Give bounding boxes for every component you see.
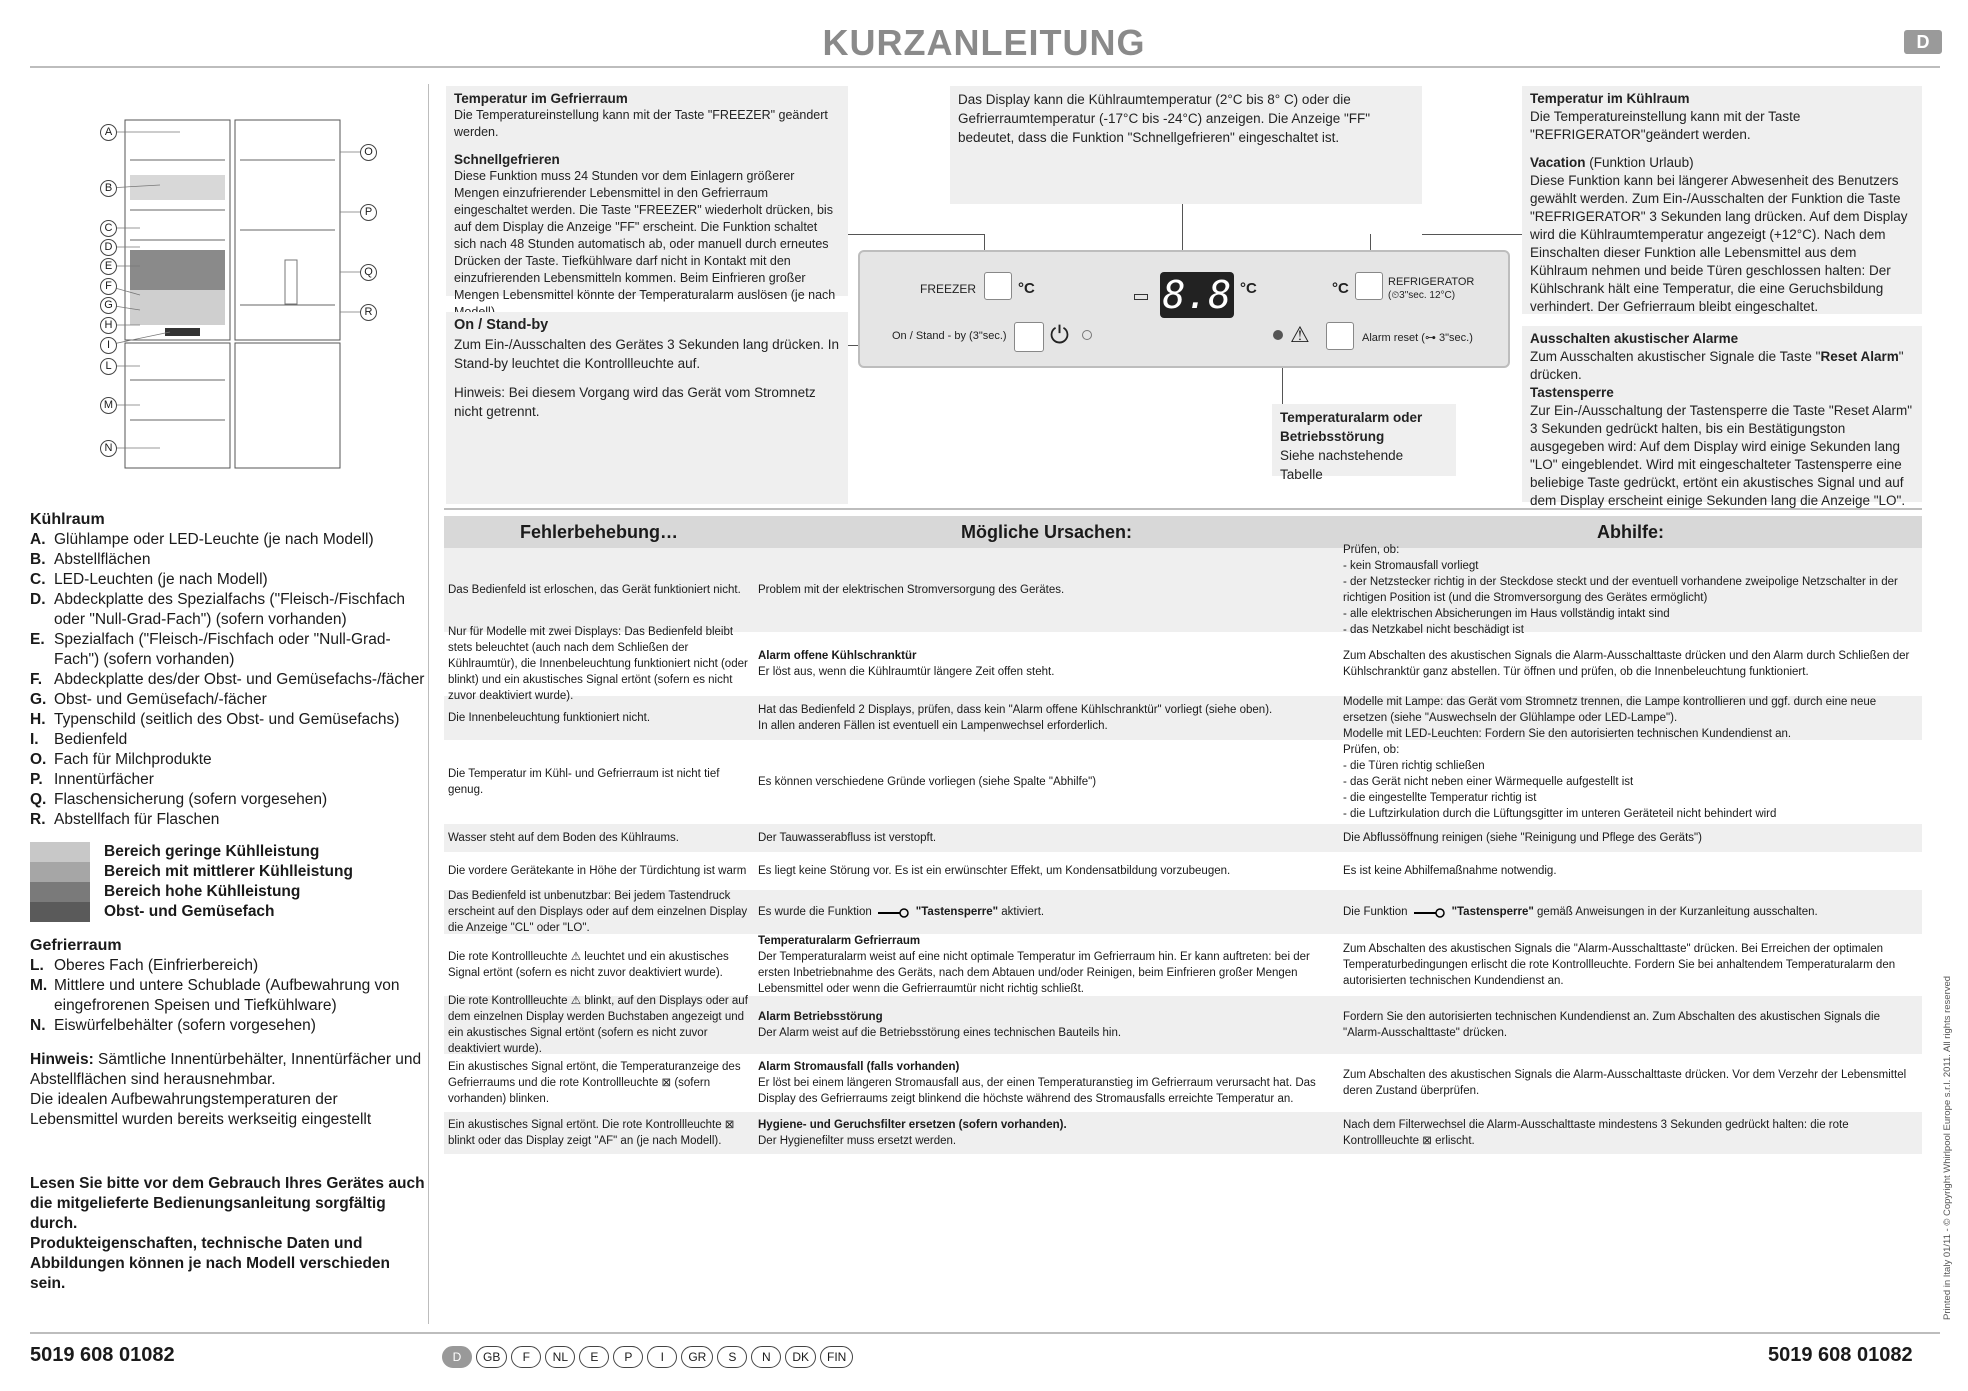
legend-key: C. — [30, 571, 46, 588]
remedy-cell — [1339, 1064, 1922, 1102]
key-icon: ⊶ — [1424, 332, 1436, 344]
table-row — [444, 742, 1922, 824]
remedy-text: Zum Abschalten des akustischen Signals die Alarm-Ausschalttaste drücken. Vor dem Verzehr der Lebensmittel deren Zustand überprüfen. — [1343, 1069, 1907, 1097]
remedy-cell — [1339, 739, 1922, 825]
zone-label: Bereich mit mittlerer Kühlleistung — [104, 863, 353, 880]
problem-cell: Die Temperatur im Kühl- und Gefrierraum ist nicht tief genug. — [448, 768, 720, 796]
cause-text: Es wurde die Funktion — [758, 906, 872, 918]
remedy-end: gemäß Anweisungen in der Kurzanleitung ausschalten. — [1533, 906, 1818, 918]
zone-row — [30, 862, 425, 882]
remedy-cell — [1339, 860, 1922, 882]
header-cause: Mögliche Ursachen: — [960, 521, 1133, 542]
legend-key: O. — [30, 751, 47, 768]
note: Hinweis: Sämtliche Innentürbehälter, Innentürfächer und Abstellflächen sind herausnehmbar. — [30, 1051, 422, 1088]
remedy-cell — [1339, 691, 1922, 745]
remedy-text: Prüfen, ob: - kein Stromausfall vorliegt - der Netzstecker richtig in der Steckdose steckt und der eventuell vorhandene zweipolige Netzschalter in der richtigen Position ist (und die Stromversorgung des Gerätes ermöglicht) - alle elektrischen Absicherungen im Haus vollständig intakt sind - das Netzkabel nicht beschädigt ist — [1343, 544, 1898, 636]
legend-value: Abdeckplatte des/der Obst- und Gemüsefachs-/fächer — [54, 671, 425, 688]
remedy-cell — [1339, 1006, 1922, 1044]
remedy-text: Nach dem Filterwechsel die Alarm-Ausschalttaste mindestens 3 Sekunden gedrückt halten: die rote Kontrollleuchte ⊠ erlischt. — [1343, 1119, 1849, 1147]
zone-swatch — [30, 882, 90, 902]
cause-cell — [754, 930, 1339, 1000]
language-nl[interactable]: NL — [545, 1346, 575, 1368]
table-body — [444, 544, 1922, 1156]
legend-key: E. — [30, 631, 45, 648]
diagram-label-r: R — [360, 304, 377, 321]
cause-cell — [754, 645, 1339, 683]
language-gr[interactable]: GR — [681, 1346, 713, 1368]
display-info-box: Das Display kann die Kühlraumtemperatur (2°C bis 8° C) oder die Gefrierraumtemperatur (-17°C bis -24°C) anzeigen. Die Anzeige "FF" bedeutet, dass die Funktion "Schnellgefrieren" eingeschaltet ist. — [950, 86, 1422, 204]
legend-key: R. — [30, 811, 46, 828]
remedy-cell — [1339, 1114, 1922, 1152]
cause-cell — [754, 1056, 1339, 1110]
problem-cell: Ein akustisches Signal ertönt. Die rote Kontrollleuchte ⊠ blinkt oder das Display zeigt "AF" an (je nach Modell). — [448, 1119, 735, 1147]
language-e[interactable]: E — [579, 1346, 609, 1368]
cause-cell — [754, 901, 1339, 923]
legend-key: F. — [30, 671, 43, 688]
diagram-label-m: M — [100, 397, 117, 414]
cause-cell — [754, 827, 1339, 849]
note-2: Die idealen Aufbewahrungstemperaturen der Lebensmittel wurden bereits werkseitig eingestellt — [30, 1091, 372, 1128]
freezer-legend-list — [30, 956, 425, 1036]
alarm-reset-button[interactable] — [1326, 322, 1354, 350]
table-row — [444, 626, 1922, 702]
warning-icon: ⚠ — [1290, 322, 1310, 347]
language-dk[interactable]: DK — [785, 1346, 816, 1368]
problem-cell: Die vordere Gerätekante in Höhe der Türdichtung ist warm — [448, 865, 747, 877]
diagram-label-l: L — [100, 358, 117, 375]
remedy-cell — [1339, 827, 1922, 849]
legend-value: Flaschensicherung (sofern vorgesehen) — [54, 791, 328, 808]
zone-row — [30, 882, 425, 902]
standby-led — [1082, 330, 1092, 340]
freezer-button[interactable] — [984, 272, 1012, 300]
fridge-legend-item — [30, 630, 425, 670]
cause-cell — [754, 579, 1339, 601]
cause-title: Alarm Betriebsstörung — [758, 1011, 883, 1023]
cause-cell — [754, 699, 1339, 737]
cause-bold: "Tastensperre" — [915, 906, 999, 918]
cause-title: Alarm Stromausfall (falls vorhanden) — [758, 1061, 960, 1073]
diagram-label-c: C — [100, 220, 117, 237]
remedy-text: Fordern Sie den autorisierten technischen Kundendienst an. Zum Abschalten des akustischen Signals die "Alarm-Ausschalttaste" drücken. — [1343, 1011, 1880, 1039]
fridge-celsius: °C — [1332, 280, 1349, 297]
doc-number-left: 5019 608 01082 — [30, 1344, 175, 1366]
column-divider — [428, 84, 429, 1324]
refrigerator-button-sub: (⏲3"sec. 12°C) — [1388, 290, 1456, 301]
problem-cell: Die Innenbeleuchtung funktioniert nicht. — [448, 712, 651, 724]
fridge-legend-item — [30, 730, 425, 750]
legend-key: D. — [30, 591, 46, 608]
alarm-off-box: Ausschalten akustischer Alarme Zum Ausschalten akustischer Signale die Taste "Reset Alarm" drücken. Tastensperre Zur Ein-/Ausschaltung der Tastensperre die Taste "Reset Alarm" 3 Sekunden gedrückt halten, bis ein Bestätigungston ausgegeben wird: Auf dem Display wird einige Sekunden lang "LO" eingeblendet. Wird mit eingeschalteter Tastensperre eine beliebige Taste gedrückt, ertönt ein akustisches Signal und auf dem Display erscheint einige Sekunden lang die Anzeige "LO". — [1522, 326, 1922, 502]
zone-swatch — [30, 902, 90, 922]
component-legend — [30, 510, 425, 1294]
cause-title: Temperaturalarm Gefrierraum — [758, 935, 921, 947]
remedy-cell — [1339, 539, 1922, 641]
cause-text: Es liegt keine Störung vor. Es ist ein erwünschter Effekt, um Kondensatbildung vorzubeugen. — [758, 865, 1231, 877]
footer-divider — [30, 1332, 1940, 1334]
legend-value: LED-Leuchten (je nach Modell) — [54, 571, 268, 588]
fridge-legend-item — [30, 690, 425, 710]
cause-text: Hat das Bedienfeld 2 Displays, prüfen, dass kein "Alarm offene Kühlschranktür" vorliegt (siehe oben). In allen anderen Fällen ist eventuell ein Lampenwechsel erforderlich. — [758, 704, 1273, 732]
cause-cell — [754, 1114, 1339, 1152]
language-selector — [442, 1346, 853, 1368]
troubleshooting-table — [444, 516, 1922, 1156]
warning-2: Produkteigenschaften, technische Daten und Abbildungen können je nach Modell verschieden sein. — [30, 1235, 390, 1292]
language-p[interactable]: P — [613, 1346, 643, 1368]
table-row — [444, 936, 1922, 996]
problem-cell: Das Bedienfeld ist unbenutzbar: Bei jedem Tastendruck erscheint auf den Displays oder auf dem einzelnen Display die Anzeige "CL" oder "LO". — [448, 890, 748, 934]
onoff-label: On / Stand - by (3"sec.) — [892, 330, 1007, 342]
zone-row — [30, 902, 425, 922]
cause-text: Der Alarm weist auf die Betriebsstörung eines technischen Bauteils hin. — [758, 1027, 1122, 1039]
zone-swatch — [30, 862, 90, 882]
cooling-zones — [30, 842, 425, 922]
problem-cell: Das Bedienfeld ist erloschen, das Gerät funktioniert nicht. — [448, 584, 741, 596]
remedy-text: Zum Abschalten des akustischen Signals die Alarm-Ausschalttaste drücken und den Alarm durch Schließen der Kühlschranktür ganz abstellen. Tür öffnen und prüfen, ob die Innenbeleuchtung funktioniert. — [1343, 650, 1910, 678]
diagram-label-a: A — [100, 124, 117, 141]
diagram-label-o: O — [360, 144, 377, 161]
freezer-legend-item — [30, 956, 425, 976]
problem-cell: Die rote Kontrollleuchte ⚠ blinkt, auf den Displays oder auf dem einzelnen Display werden Buchstaben angezeigt und ein akustisches Signal ertönt (sofern es nicht zuvor deaktiviert wurde). — [448, 995, 748, 1055]
language-gb[interactable]: GB — [476, 1346, 507, 1368]
table-row — [444, 824, 1922, 854]
remedy-cell — [1339, 645, 1922, 683]
freezer-legend-item — [30, 1016, 425, 1036]
problem-cell: Nur für Modelle mit zwei Displays: Das Bedienfeld bleibt stets beleuchtet (auch nach dem Schließen der Kühlraumtür), die Innenbeleuchtung funktioniert nicht (oder blinkt) und ein akustisches Signal ertönt (sofern es nicht zuvor deaktiviert wurde). — [448, 626, 748, 702]
cause-end: aktiviert. — [998, 906, 1045, 918]
cause-cell — [754, 771, 1339, 793]
fridge-legend-item — [30, 710, 425, 730]
warning: Lesen Sie bitte vor dem Gebrauch Ihres Gerätes auch die mitgelieferte Bedienungsanleitung sorgfältig durch. — [30, 1175, 425, 1232]
fridge-temp-box: Temperatur im Kühlraum Die Temperatureinstellung kann mit der Taste "REFRIGERATOR"geändert werden. Vacation (Funktion Urlaub) Diese Funktion kann bei längerer Abwesenheit des Benutzers gewählt werden. Zum Ein-/Ausschalten der Funktion die Taste "REFRIGERATOR" 3 Sekunden lang drücken. Auf dem Display wird die Kühlraumtemperatur angezeigt (+12°C). Nach dem Einschalten dieser Funktion alle Lebensmittel aus dem Kühlraum nehmen und beide Türen geschlossen halten: Der Kühlschrank hält eine Temperatur, die eine Geruchsbildung verhindert. Der Gefrierraum bleibt eingeschaltet. — [1522, 86, 1922, 314]
legend-value: Mittlere und untere Schublade (Aufbewahrung von eingefrorenen Speisen und Tiefkühlware) — [54, 977, 400, 1014]
remedy-text: Zum Abschalten des akustischen Signals die "Alarm-Ausschalttaste" drücken. Bei Erreichen der optimalen Temperaturbedingungen erlischt die rote Kontrollleuchte. Fordern Sie bei anhaltendem Temperaturalarm den autorisierten technischen Kundendienst an. — [1343, 943, 1896, 987]
cause-title: Hygiene- und Geruchsfilter ersetzen (sofern vorhanden). — [758, 1119, 1067, 1131]
legend-value: Oberes Fach (Einfrierbereich) — [54, 957, 259, 974]
cause-text: Es können verschiedene Gründe vorliegen (siehe Spalte "Abhilfe") — [758, 776, 1097, 788]
cause-text: Der Tauwasserabfluss ist verstopft. — [758, 832, 937, 844]
legend-key: A. — [30, 531, 46, 548]
cause-text: Problem mit der elektrischen Stromversorgung des Gerätes. — [758, 584, 1065, 596]
legend-key: M. — [30, 977, 48, 994]
fridge-legend-item — [30, 810, 425, 830]
remedy-cell — [1339, 901, 1922, 923]
legend-value: Abdeckplatte des Spezialfachs ("Fleisch-/Fischfach oder "Null-Grad-Fach") (sofern vorhanden) — [54, 591, 405, 628]
zone-row — [30, 842, 425, 862]
remedy-text: Modelle mit Lampe: das Gerät vom Stromnetz trennen, die Lampe kontrollieren und ggf. durch eine neue ersetzen (siehe "Auswechseln der Glühlampe oder LED-Lampe"). Modelle mit LED-Leuchten: Fordern Sie den autorisierten technischen Kundendienst an. — [1343, 696, 1877, 740]
freezer-legend-item — [30, 976, 425, 1016]
cause-text: Der Temperaturalarm weist auf eine nicht optimale Temperatur im Gefrierraum hin. Er kann auftreten: bei der ersten Inbetriebnahme des Geräts, nach dem Abtauen und/oder Reinigen, beim Einfrieren großer Mengen Lebensmittel oder wenn die Gefrierraumtür nicht richtig schließt. — [758, 951, 1310, 995]
fridge-legend-item — [30, 670, 425, 690]
zone-label: Obst- und Gemüsefach — [104, 903, 275, 920]
diagram-label-d: D — [100, 239, 117, 256]
fridge-legend-item — [30, 530, 425, 550]
header-problem: Fehlerbehebung… — [519, 521, 678, 542]
legend-value: Abstellfach für Flaschen — [54, 811, 220, 828]
onoff-box: On / Stand-by Zum Ein-/Ausschalten des Gerätes 3 Sekunden lang drücken. In Stand-by leuchtet die Kontrollleuchte auf. Hinweis: Bei diesem Vorgang wird das Gerät vom Stromnetz nicht getrennt. — [446, 312, 848, 504]
zone-label: Bereich geringe Kühlleistung — [104, 843, 320, 860]
cause-text: Er löst bei einem längeren Stromausfall aus, der einen Temperaturanstieg im Gefrierraum verursacht hat. Das Display des Gefrierraums zeigt blinkend die höchste während des Stromausfalls erreichte Temperatur an. — [758, 1077, 1316, 1105]
legend-value: Fach für Milchprodukte — [54, 751, 212, 768]
table-row — [444, 1056, 1922, 1112]
display-indicator — [1134, 294, 1148, 300]
diagram-label-b: B — [100, 180, 117, 197]
fridge-diagram — [30, 100, 420, 480]
cause-title: Alarm offene Kühlschranktür — [758, 650, 917, 662]
remedy-text: Prüfen, ob: - die Türen richtig schließen - das Gerät nicht neben einer Wärmequelle aufgestellt ist - die eingestellte Temperatur richtig ist - die Luftzirkulation durch die Lüftungsgitter im unteren Geräteteil nicht behindert wird — [1343, 744, 1777, 820]
remedy-text: Die Funktion — [1343, 906, 1408, 918]
table-row — [444, 1112, 1922, 1156]
remedy-text: Es ist keine Abhilfemaßnahme notwendig. — [1343, 865, 1557, 877]
legend-value: Glühlampe oder LED-Leuchte (je nach Modell) — [54, 531, 374, 548]
copyright: Printed in Italy 01/11 - © Copyright Whirlpool Europe s.r.l. 2011. All rights reserved — [1942, 975, 1953, 1320]
doc-number-right: 5019 608 01082 — [1768, 1344, 1913, 1366]
legend-value: Eiswürfelbehälter (sofern vorgesehen) — [54, 1017, 316, 1034]
header-remedy: Abhilfe: — [1597, 521, 1664, 542]
legend-key: G. — [30, 691, 47, 708]
fridge-legend-item — [30, 590, 425, 630]
cause-text: Der Hygienefilter muss ersetzt werden. — [758, 1135, 957, 1147]
alarm-reset-label: Alarm reset (⊶ 3"sec.) — [1362, 332, 1473, 344]
legend-key: N. — [30, 1017, 46, 1034]
header-divider — [30, 66, 1940, 68]
problem-cell: Die rote Kontrollleuchte ⚠ leuchtet und ein akustisches Signal ertönt (sofern es nicht zuvor deaktiviert wurde). — [448, 951, 729, 979]
onoff-button[interactable] — [1014, 322, 1044, 352]
zone-label: Bereich hohe Kühlleistung — [104, 883, 301, 900]
fridge-legend-item — [30, 750, 425, 770]
table-top-divider — [444, 508, 1922, 510]
diagram-label-g: G — [100, 297, 117, 314]
connector-line — [1422, 234, 1522, 235]
legend-key: B. — [30, 551, 46, 568]
zone-swatch — [30, 842, 90, 862]
page-title: KURZANLEITUNG — [822, 22, 1146, 63]
alarm-led — [1273, 330, 1283, 340]
language-fin[interactable]: FIN — [820, 1346, 853, 1368]
legend-value: Typenschild (seitlich des Obst- und Gemüsefachs) — [54, 711, 400, 728]
cause-text: Er löst aus, wenn die Kühlraumtür längere Zeit offen steht. — [758, 666, 1055, 678]
temp-alarm-box: Temperaturalarm oder Betriebsstörung Siehe nachstehende Tabelle — [1272, 404, 1456, 476]
legend-key: Q. — [30, 791, 47, 808]
legend-value: Abstellflächen — [54, 551, 151, 568]
diagram-label-p: P — [360, 204, 377, 221]
language-badge: D — [1904, 30, 1942, 54]
legend-key: I. — [30, 731, 39, 748]
freezer-heading: Gefrierraum — [30, 937, 122, 954]
timer-icon: ⏲ — [1391, 290, 1400, 301]
cause-cell — [754, 860, 1339, 882]
diagram-label-n: N — [100, 440, 117, 457]
freezer-temp-box: Temperatur im Gefrierraum Die Temperatureinstellung kann mit der Taste "FREEZER" geändert werden. Schnellgefrieren Diese Funktion muss 24 Stunden vor dem Einlagern größerer Mengen einzufrierender Lebensmittel in den Gefrierraum eingeschaltet werden. Die Taste "FREEZER" wiederholt drücken, bis auf dem Display die Anzeige "FF" erscheint. Die Funktion schaltet sich nach 48 Stunden automatisch ab, oder manuell durch erneutes Drücken der Taste. Tiefkühlware darf nicht in Kontakt mit den einzufrierenden Lebensmitteln kommen. Beim Einfrieren großer Mengen Lebensmittel könnte der Temperaturalarm auslösen (je nach — [446, 86, 848, 296]
legend-value: Obst- und Gemüsefach/-fächer — [54, 691, 267, 708]
language-n[interactable]: N — [751, 1346, 781, 1368]
diagram-label-h: H — [100, 317, 117, 334]
fridge-legend-item — [30, 790, 425, 810]
legend-key: P. — [30, 771, 43, 788]
remedy-text: Die Abflussöffnung reinigen (siehe "Reinigung und Pflege des Geräts") — [1343, 832, 1702, 844]
power-icon: ⏻ — [1050, 322, 1069, 349]
language-s[interactable]: S — [717, 1346, 747, 1368]
diagram-label-f: F — [100, 278, 117, 295]
fridge-legend-item — [30, 570, 425, 590]
key-icon — [878, 907, 910, 917]
language-f[interactable]: F — [511, 1346, 541, 1368]
language-i[interactable]: I — [647, 1346, 677, 1368]
diagram-label-q: Q — [360, 264, 377, 281]
legend-value: Innentürfächer — [54, 771, 154, 788]
refrigerator-button[interactable] — [1355, 272, 1383, 300]
temperature-display: 8.8 — [1160, 272, 1234, 318]
table-row — [444, 996, 1922, 1056]
diagram-label-i: I — [100, 337, 117, 354]
fridge-heading: Kühlraum — [30, 511, 105, 528]
freezer-button-label: FREEZER — [920, 282, 977, 296]
remedy-cell — [1339, 938, 1922, 992]
remedy-bold: "Tastensperre" — [1451, 906, 1534, 918]
display-celsius: °C — [1240, 280, 1257, 297]
legend-value: Spezialfach ("Fleisch-/Fischfach oder "Null-Grad-Fach") (sofern vorhanden) — [54, 631, 391, 668]
diagram-label-e: E — [100, 258, 117, 275]
legend-key: H. — [30, 711, 46, 728]
key-icon — [1414, 907, 1446, 917]
cause-cell — [754, 1006, 1339, 1044]
legend-key: L. — [30, 957, 44, 974]
refrigerator-button-label: REFRIGERATOR — [1388, 276, 1475, 288]
legend-value: Bedienfeld — [54, 731, 128, 748]
fridge-legend-item — [30, 550, 425, 570]
freezer-celsius: °C — [1018, 280, 1035, 297]
problem-cell: Wasser steht auf dem Boden des Kühlraums. — [448, 832, 679, 844]
fridge-legend-item — [30, 770, 425, 790]
connector-line — [848, 234, 984, 235]
language-d[interactable]: D — [442, 1346, 472, 1368]
fridge-legend-list — [30, 530, 425, 830]
problem-cell: Ein akustisches Signal ertönt, die Temperaturanzeige des Gefrierraums und die rote Kontrollleuchte ⊠ (sofern vorhanden) blinken. — [448, 1061, 741, 1105]
